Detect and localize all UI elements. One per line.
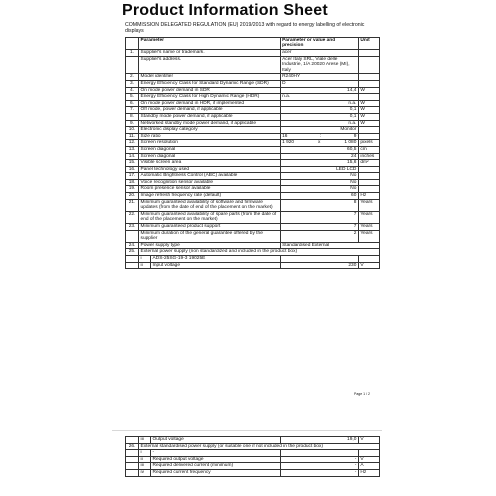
row-value: Standardised External [280, 242, 379, 249]
row-parameter [139, 463, 281, 470]
row-number: 15. [126, 160, 139, 167]
row-value: 230 [280, 262, 358, 269]
row-value: n.a. [280, 120, 358, 127]
value-first: 1 920 [282, 140, 295, 146]
header-number [126, 37, 139, 49]
table-row [126, 107, 380, 114]
row-value: 0,1 [280, 113, 358, 120]
value-first: 16 [282, 133, 288, 139]
page-number: Page 1 / 2 [354, 392, 370, 396]
row-unit: dm² [358, 160, 379, 167]
row-parameter [139, 437, 281, 444]
row-number [126, 469, 139, 476]
table-row [126, 256, 380, 263]
row-parameter [139, 262, 281, 269]
table-row [126, 160, 380, 167]
row-parameter: Minimum guaranteed availability of software and firmware updates (from the date of end of the placement on the market) [139, 199, 281, 211]
row-parameter: Size ratio [139, 133, 281, 140]
row-number: 16. [126, 166, 139, 173]
table-row [126, 153, 380, 160]
row-parameter: Screen diagonal [139, 146, 281, 153]
row-sub-index: ii [141, 457, 151, 463]
row-unit [358, 133, 379, 140]
row-unit [358, 450, 379, 457]
row-number: 18. [126, 179, 139, 186]
row-number: 10. [126, 127, 139, 134]
row-unit [358, 186, 379, 193]
row-number [126, 450, 139, 457]
row-number [126, 262, 139, 269]
row-value: acer [280, 50, 358, 57]
row-unit: Hz [358, 193, 379, 200]
row-value: Acer Italy SRL, Viale delle Industrie, 1/A 20020 Arese (MI), Italy [280, 56, 358, 74]
row-number [126, 56, 139, 74]
value-separator: x [318, 140, 321, 146]
page-separator [112, 430, 382, 431]
page-two [112, 436, 382, 496]
row-parameter: On mode power demand in SDR [139, 87, 281, 94]
row-parameter [139, 456, 281, 463]
row-sub-index: i [141, 256, 151, 262]
row-parameter: Visible screen area [139, 160, 281, 167]
row-number: 1. [126, 50, 139, 57]
row-unit: V [358, 456, 379, 463]
row-value: 14,4 [280, 87, 358, 94]
row-value: LED LCD [280, 166, 358, 173]
row-sub-label: - [152, 450, 155, 456]
row-number: 21. [126, 199, 139, 211]
row-value: 15,6 [280, 160, 358, 167]
table-row [126, 242, 380, 249]
row-parameter: External standardised power supply (or suitable one if not included in the product box) [139, 443, 380, 450]
row-parameter: Standby mode power demand, if applicable [139, 113, 281, 120]
table-row [126, 94, 380, 101]
row-value: No [280, 186, 358, 193]
row-number: 12. [126, 140, 139, 147]
row-sub-label: Input voltage [152, 262, 181, 268]
table-row [126, 186, 380, 193]
table-row [126, 80, 380, 87]
page-title: Product Information Sheet [122, 2, 328, 19]
row-number: 8. [126, 113, 139, 120]
row-number: 26. [126, 443, 139, 450]
row-unit: Years [358, 199, 379, 211]
row-parameter: Image refresh frequency rate (default) [139, 193, 281, 200]
row-unit: pixels [358, 140, 379, 147]
row-number: 20. [126, 193, 139, 200]
table-row [126, 113, 380, 120]
table-row [126, 100, 380, 107]
row-value [280, 450, 358, 457]
table-row [126, 146, 380, 153]
table-row [126, 469, 380, 476]
row-sub-label: Required delivered current (minimum) [152, 463, 234, 469]
table-row [126, 456, 380, 463]
table-row [126, 443, 380, 450]
row-parameter: Networked standby mode power demand, if applicable [139, 120, 281, 127]
row-sub-label: ADS-25SG-19-3 19025E [152, 256, 206, 261]
table-row [126, 179, 380, 186]
row-unit: W [358, 113, 379, 120]
row-number [126, 230, 139, 242]
row-number: 9. [126, 120, 139, 127]
row-number [126, 463, 139, 470]
row-sub-label: Required current frequency [152, 469, 211, 475]
row-value [280, 256, 358, 263]
row-value: 60,5 [280, 146, 358, 153]
row-parameter: Voice recognition sensor available [139, 179, 281, 186]
table-row [126, 230, 380, 242]
row-sub-label: Output voltage [152, 437, 184, 442]
row-unit [358, 127, 379, 134]
row-value: 7 [280, 211, 358, 223]
row-unit: Years [358, 211, 379, 223]
row-parameter: External power supply (non standardized and included in the product box) [139, 249, 380, 256]
row-unit: Years [358, 224, 379, 231]
row-value: R240HY [280, 74, 358, 81]
row-unit [358, 256, 379, 263]
row-parameter: Power supply type [139, 242, 281, 249]
row-parameter [139, 450, 281, 457]
row-unit [358, 80, 379, 87]
table-row [126, 140, 380, 147]
row-parameter [139, 469, 281, 476]
table-row [126, 193, 380, 200]
row-parameter: Room presence sensor available [139, 186, 281, 193]
row-value: n.a. [280, 94, 358, 101]
row-number: 13. [126, 146, 139, 153]
row-unit: W [358, 120, 379, 127]
row-number: 5. [126, 94, 139, 101]
row-unit: V [358, 262, 379, 269]
row-value: 8 [280, 199, 358, 211]
row-unit [358, 173, 379, 180]
row-sub-index: iv [141, 470, 151, 476]
table-row [126, 224, 380, 231]
row-number: 11. [126, 133, 139, 140]
row-value: 19,0 [280, 437, 358, 444]
row-number: 6. [126, 100, 139, 107]
table-row [126, 87, 380, 94]
table-row [126, 133, 380, 140]
row-unit: W [358, 87, 379, 94]
table-row [126, 56, 380, 74]
row-parameter: Minimum guaranteed availability of spare parts (from the date of end of the placement on the market) [139, 211, 281, 223]
row-parameter: Supplier's name or trademark. [139, 50, 281, 57]
row-parameter: Energy Efficiency Class for Standard Dynamic Range (SDR) [139, 80, 281, 87]
header-unit: Unit [358, 37, 379, 49]
table-row [126, 74, 380, 81]
row-number: 17. [126, 173, 139, 180]
product-info-table-continued [125, 436, 380, 477]
row-unit: W [358, 100, 379, 107]
row-value: - [280, 469, 358, 476]
row-value: 7 [280, 224, 358, 231]
row-value: - [280, 463, 358, 470]
row-unit [358, 74, 379, 81]
table-row [126, 166, 380, 173]
row-parameter: Electronic display category [139, 127, 281, 134]
row-value: D [280, 80, 358, 87]
row-sub-label: Required output voltage [152, 456, 204, 462]
row-sub-index: iii [141, 437, 151, 443]
row-parameter: Minimum duration of the general guarantee offered by the supplier [139, 230, 281, 242]
table-row [126, 127, 380, 134]
row-value: n.a. [280, 100, 358, 107]
row-value [280, 133, 358, 140]
row-unit [358, 166, 379, 173]
table-row [126, 120, 380, 127]
row-parameter: Automatic Brightness Control (ABC) available [139, 173, 281, 180]
value-separator: : [319, 133, 322, 139]
row-value: No [280, 179, 358, 186]
row-unit: V [358, 437, 379, 444]
row-parameter: Off mode, power demand, if applicable [139, 107, 281, 114]
row-value [280, 140, 358, 147]
table-row [126, 463, 380, 470]
row-unit: Hz [358, 469, 379, 476]
row-number: 25. [126, 249, 139, 256]
row-unit: A [358, 463, 379, 470]
row-value: 24 [280, 153, 358, 160]
table-row [126, 173, 380, 180]
table-row [126, 211, 380, 223]
row-parameter: On mode power demand in HDR, if implemented [139, 100, 281, 107]
row-number: 24. [126, 242, 139, 249]
table-row [126, 262, 380, 269]
row-value: 60 [280, 193, 358, 200]
row-sub-index: ii [141, 263, 151, 269]
row-value: 0,1 [280, 107, 358, 114]
row-number: 2. [126, 74, 139, 81]
row-number: 23. [126, 224, 139, 231]
row-value: 2 [280, 230, 358, 242]
page-one [112, 0, 382, 400]
row-unit: W [358, 107, 379, 114]
row-number: 22. [126, 211, 139, 223]
row-parameter: Supplier's address. [139, 56, 281, 74]
value-pair [282, 134, 356, 140]
row-parameter: Model identifier [139, 74, 281, 81]
product-info-table [125, 37, 380, 269]
value-pair [282, 140, 356, 146]
row-value: - [280, 456, 358, 463]
row-unit: inches [358, 153, 379, 160]
value-second: 1 080 [344, 140, 357, 146]
row-parameter: Energy Efficiency Class for High Dynamic Range (HDR) [139, 94, 281, 101]
row-unit [358, 179, 379, 186]
table-row [126, 199, 380, 211]
row-number: 14. [126, 153, 139, 160]
row-number: 19. [126, 186, 139, 193]
table-body [126, 50, 380, 269]
row-unit [358, 50, 379, 57]
row-number: 4. [126, 87, 139, 94]
row-number: 7. [126, 107, 139, 114]
header-value: Parameter or value and precision [280, 37, 358, 49]
row-unit: cm [358, 146, 379, 153]
row-number [126, 456, 139, 463]
table-body-continued [126, 437, 380, 477]
row-number: 3. [126, 80, 139, 87]
row-number [126, 437, 139, 444]
row-unit [358, 94, 379, 101]
row-parameter: Screen resolution [139, 140, 281, 147]
table-row [126, 50, 380, 57]
row-parameter: Screen diagonal [139, 153, 281, 160]
table-header [126, 37, 380, 49]
table-row [126, 450, 380, 457]
table-row [126, 249, 380, 256]
header-parameter: Parameter [139, 37, 281, 49]
regulation-subtitle: COMMISSION DELEGATED REGULATION (EU) 2019/2013 with regard to energy labelling of electronic displays [125, 22, 365, 35]
row-value: No [280, 173, 358, 180]
row-parameter [139, 256, 281, 263]
row-unit [358, 56, 379, 74]
row-parameter: Minimum guaranteed product support [139, 224, 281, 231]
row-parameter: Panel technology used [139, 166, 281, 173]
row-value: Monitor [280, 127, 358, 134]
row-sub-index: i [141, 450, 151, 456]
row-unit: Years [358, 230, 379, 242]
row-sub-index: iii [141, 463, 151, 469]
row-number [126, 256, 139, 263]
value-second: 9 [353, 133, 357, 139]
table-row [126, 437, 380, 444]
